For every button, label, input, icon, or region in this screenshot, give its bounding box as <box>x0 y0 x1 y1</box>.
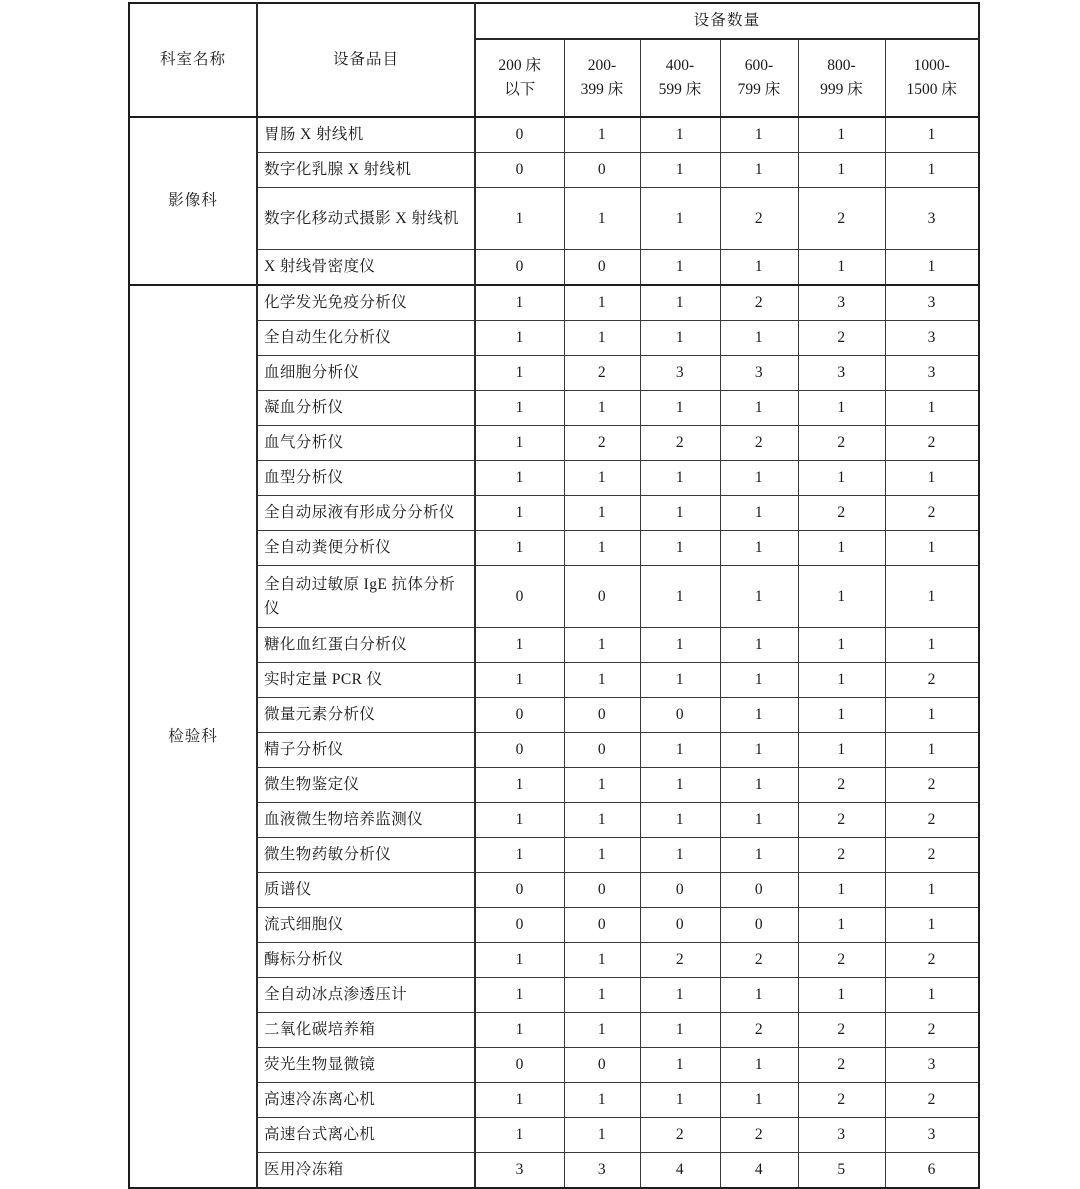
quantity-cell: 1 <box>475 628 564 663</box>
quantity-cell: 1 <box>475 978 564 1013</box>
quantity-cell: 1 <box>720 768 798 803</box>
quantity-cell: 3 <box>798 285 885 321</box>
quantity-cell: 2 <box>885 803 979 838</box>
header-bed-range-1 <box>564 39 640 117</box>
quantity-cell: 0 <box>475 1048 564 1083</box>
quantity-cell: 4 <box>720 1153 798 1189</box>
quantity-cell: 0 <box>640 908 720 943</box>
quantity-cell: 1 <box>720 566 798 628</box>
quantity-cell: 2 <box>798 1083 885 1118</box>
table-row <box>129 117 979 153</box>
equipment-item-cell: 全自动冰点渗透压计 <box>257 978 475 1013</box>
equipment-quantity-table <box>128 2 980 1189</box>
quantity-cell: 1 <box>564 1083 640 1118</box>
table-row <box>129 391 979 426</box>
header-bed-range-3-line1: 600- <box>744 57 774 74</box>
quantity-cell: 2 <box>720 1013 798 1048</box>
quantity-cell: 1 <box>475 1013 564 1048</box>
table-row <box>129 978 979 1013</box>
quantity-cell: 1 <box>564 188 640 250</box>
header-bed-range-0-line2: 以下 <box>504 81 536 99</box>
quantity-cell: 0 <box>475 908 564 943</box>
quantity-cell: 0 <box>475 250 564 286</box>
quantity-cell: 3 <box>798 356 885 391</box>
table-row <box>129 803 979 838</box>
quantity-cell: 1 <box>720 628 798 663</box>
table-row <box>129 733 979 768</box>
equipment-item-cell: 胃肠 X 射线机 <box>257 117 475 153</box>
quantity-cell: 1 <box>798 391 885 426</box>
table-row <box>129 461 979 496</box>
quantity-cell: 0 <box>564 873 640 908</box>
quantity-cell: 1 <box>885 698 979 733</box>
quantity-cell: 2 <box>564 356 640 391</box>
quantity-cell: 3 <box>640 356 720 391</box>
quantity-cell: 3 <box>564 1153 640 1189</box>
quantity-cell: 1 <box>564 663 640 698</box>
quantity-cell: 0 <box>475 566 564 628</box>
quantity-cell: 1 <box>885 461 979 496</box>
quantity-cell: 1 <box>720 461 798 496</box>
quantity-cell: 3 <box>720 356 798 391</box>
quantity-cell: 1 <box>885 873 979 908</box>
quantity-cell: 1 <box>798 117 885 153</box>
quantity-cell: 1 <box>475 663 564 698</box>
quantity-cell: 1 <box>564 285 640 321</box>
header-bed-range-2 <box>640 39 720 117</box>
quantity-cell: 6 <box>885 1153 979 1189</box>
quantity-cell: 0 <box>475 733 564 768</box>
quantity-cell: 1 <box>564 978 640 1013</box>
quantity-cell: 1 <box>640 566 720 628</box>
header-bed-range-5 <box>885 39 979 117</box>
table-row <box>129 873 979 908</box>
quantity-cell: 1 <box>475 426 564 461</box>
quantity-cell: 2 <box>885 943 979 978</box>
quantity-cell: 1 <box>798 663 885 698</box>
quantity-cell: 1 <box>475 943 564 978</box>
quantity-cell: 1 <box>798 908 885 943</box>
equipment-item-cell: 微生物药敏分析仪 <box>257 838 475 873</box>
quantity-cell: 2 <box>798 321 885 356</box>
quantity-cell: 1 <box>720 733 798 768</box>
quantity-cell: 1 <box>640 531 720 566</box>
quantity-cell: 2 <box>720 285 798 321</box>
quantity-cell: 1 <box>720 663 798 698</box>
header-bed-range-1-line2: 399 床 <box>580 81 624 99</box>
table-row <box>129 1048 979 1083</box>
header-equipment-item: 设备品目 <box>257 3 475 117</box>
quantity-cell: 1 <box>640 461 720 496</box>
equipment-item-cell: 酶标分析仪 <box>257 943 475 978</box>
table-row <box>129 496 979 531</box>
quantity-cell: 1 <box>475 391 564 426</box>
quantity-cell: 2 <box>798 188 885 250</box>
table-row <box>129 1153 979 1189</box>
equipment-item-cell: 化学发光免疫分析仪 <box>257 285 475 321</box>
equipment-item-cell: 糖化血红蛋白分析仪 <box>257 628 475 663</box>
quantity-cell: 1 <box>885 628 979 663</box>
quantity-cell: 1 <box>475 356 564 391</box>
quantity-cell: 2 <box>798 768 885 803</box>
quantity-cell: 1 <box>720 153 798 188</box>
quantity-cell: 0 <box>564 733 640 768</box>
quantity-cell: 5 <box>798 1153 885 1189</box>
quantity-cell: 2 <box>640 1118 720 1153</box>
quantity-cell: 1 <box>640 733 720 768</box>
header-bed-range-1-line1: 200- <box>587 57 617 74</box>
quantity-cell: 0 <box>564 566 640 628</box>
equipment-item-cell: 全自动过敏原 IgE 抗体分析仪 <box>257 566 475 628</box>
quantity-cell: 1 <box>798 628 885 663</box>
table-row <box>129 838 979 873</box>
quantity-cell: 1 <box>720 698 798 733</box>
equipment-item-cell: 血液微生物培养监测仪 <box>257 803 475 838</box>
quantity-cell: 1 <box>475 1083 564 1118</box>
department-name-cell: 影像科 <box>129 117 257 285</box>
quantity-cell: 1 <box>885 733 979 768</box>
quantity-cell: 3 <box>885 1048 979 1083</box>
table-row <box>129 321 979 356</box>
quantity-cell: 1 <box>475 838 564 873</box>
quantity-cell: 3 <box>475 1153 564 1189</box>
quantity-cell: 1 <box>885 908 979 943</box>
header-bed-range-4-line1: 800- <box>827 57 856 74</box>
quantity-cell: 1 <box>720 391 798 426</box>
quantity-cell: 1 <box>564 321 640 356</box>
equipment-item-cell: 数字化乳腺 X 射线机 <box>257 153 475 188</box>
quantity-cell: 2 <box>798 1048 885 1083</box>
quantity-cell: 1 <box>475 188 564 250</box>
quantity-cell: 3 <box>885 188 979 250</box>
quantity-cell: 1 <box>720 531 798 566</box>
quantity-cell: 3 <box>885 285 979 321</box>
equipment-item-cell: X 射线骨密度仪 <box>257 250 475 286</box>
quantity-cell: 1 <box>885 117 979 153</box>
quantity-cell: 2 <box>720 1118 798 1153</box>
table-row <box>129 1118 979 1153</box>
quantity-cell: 1 <box>885 531 979 566</box>
table-row <box>129 943 979 978</box>
quantity-cell: 1 <box>640 663 720 698</box>
quantity-cell: 0 <box>564 250 640 286</box>
quantity-cell: 1 <box>640 153 720 188</box>
equipment-item-cell: 质谱仪 <box>257 873 475 908</box>
quantity-cell: 1 <box>475 803 564 838</box>
equipment-item-cell: 全自动尿液有形成分分析仪 <box>257 496 475 531</box>
quantity-cell: 1 <box>564 461 640 496</box>
equipment-item-cell: 微生物鉴定仪 <box>257 768 475 803</box>
equipment-item-cell: 精子分析仪 <box>257 733 475 768</box>
quantity-cell: 1 <box>720 321 798 356</box>
quantity-cell: 1 <box>564 628 640 663</box>
header-bed-range-2-line1: 400- <box>665 57 695 74</box>
quantity-cell: 0 <box>564 153 640 188</box>
header-bed-range-3 <box>720 39 798 117</box>
quantity-cell: 0 <box>720 908 798 943</box>
header-bed-range-5-line2: 1500 床 <box>906 81 957 99</box>
quantity-cell: 1 <box>564 391 640 426</box>
quantity-cell: 2 <box>640 426 720 461</box>
equipment-item-cell: 血细胞分析仪 <box>257 356 475 391</box>
quantity-cell: 1 <box>640 117 720 153</box>
quantity-cell: 1 <box>564 531 640 566</box>
header-bed-range-0-line1: 200 床 <box>498 57 542 74</box>
header-equipment-quantity-group: 设备数量 <box>475 3 979 39</box>
table-header <box>129 3 979 117</box>
equipment-item-cell: 数字化移动式摄影 X 射线机 <box>257 188 475 250</box>
quantity-cell: 2 <box>885 838 979 873</box>
quantity-cell: 1 <box>640 838 720 873</box>
table-body <box>129 117 979 1188</box>
quantity-cell: 3 <box>798 1118 885 1153</box>
quantity-cell: 1 <box>798 873 885 908</box>
quantity-cell: 1 <box>564 117 640 153</box>
quantity-cell: 1 <box>720 496 798 531</box>
table-row <box>129 628 979 663</box>
equipment-item-cell: 血型分析仪 <box>257 461 475 496</box>
quantity-cell: 0 <box>640 873 720 908</box>
header-bed-range-2-line2: 599 床 <box>658 81 702 99</box>
table-row <box>129 153 979 188</box>
equipment-item-cell: 医用冷冻箱 <box>257 1153 475 1189</box>
quantity-cell: 1 <box>885 250 979 286</box>
department-name-cell: 检验科 <box>129 285 257 1188</box>
quantity-cell: 4 <box>640 1153 720 1189</box>
quantity-cell: 1 <box>640 188 720 250</box>
quantity-cell: 1 <box>640 250 720 286</box>
quantity-cell: 0 <box>640 698 720 733</box>
quantity-cell: 1 <box>798 531 885 566</box>
quantity-cell: 1 <box>798 250 885 286</box>
quantity-cell: 1 <box>640 978 720 1013</box>
table-row <box>129 566 979 628</box>
quantity-cell: 3 <box>885 356 979 391</box>
equipment-item-cell: 实时定量 PCR 仪 <box>257 663 475 698</box>
quantity-cell: 1 <box>640 803 720 838</box>
quantity-cell: 2 <box>885 1013 979 1048</box>
quantity-cell: 1 <box>720 803 798 838</box>
table-row <box>129 285 979 321</box>
quantity-cell: 2 <box>564 426 640 461</box>
quantity-cell: 1 <box>640 628 720 663</box>
quantity-cell: 1 <box>564 943 640 978</box>
quantity-cell: 0 <box>564 698 640 733</box>
table-row <box>129 188 979 250</box>
table-row <box>129 768 979 803</box>
quantity-cell: 2 <box>885 426 979 461</box>
quantity-cell: 1 <box>564 768 640 803</box>
header-bed-range-3-line2: 799 床 <box>737 81 781 99</box>
quantity-cell: 2 <box>885 663 979 698</box>
quantity-cell: 0 <box>475 873 564 908</box>
quantity-cell: 1 <box>798 566 885 628</box>
quantity-cell: 2 <box>885 1083 979 1118</box>
quantity-cell: 1 <box>640 285 720 321</box>
header-dept-name: 科室名称 <box>129 3 257 117</box>
quantity-cell: 1 <box>564 1013 640 1048</box>
quantity-cell: 0 <box>564 1048 640 1083</box>
equipment-item-cell: 高速冷冻离心机 <box>257 1083 475 1118</box>
quantity-cell: 1 <box>640 1083 720 1118</box>
table-row <box>129 1083 979 1118</box>
table-row <box>129 531 979 566</box>
table-row <box>129 1013 979 1048</box>
quantity-cell: 1 <box>885 566 979 628</box>
quantity-cell: 1 <box>640 496 720 531</box>
equipment-item-cell: 二氧化碳培养箱 <box>257 1013 475 1048</box>
equipment-item-cell: 高速台式离心机 <box>257 1118 475 1153</box>
quantity-cell: 1 <box>475 461 564 496</box>
equipment-item-cell: 血气分析仪 <box>257 426 475 461</box>
quantity-cell: 1 <box>885 391 979 426</box>
quantity-cell: 1 <box>720 1083 798 1118</box>
quantity-cell: 1 <box>475 285 564 321</box>
quantity-cell: 2 <box>798 943 885 978</box>
quantity-cell: 1 <box>720 978 798 1013</box>
quantity-cell: 1 <box>720 838 798 873</box>
quantity-cell: 1 <box>564 496 640 531</box>
quantity-cell: 1 <box>885 153 979 188</box>
quantity-cell: 1 <box>885 978 979 1013</box>
table-row <box>129 663 979 698</box>
quantity-cell: 1 <box>720 117 798 153</box>
table-row <box>129 908 979 943</box>
quantity-cell: 1 <box>475 531 564 566</box>
equipment-item-cell: 全自动粪便分析仪 <box>257 531 475 566</box>
quantity-cell: 1 <box>564 1118 640 1153</box>
quantity-cell: 1 <box>798 461 885 496</box>
quantity-cell: 2 <box>798 803 885 838</box>
equipment-item-cell: 全自动生化分析仪 <box>257 321 475 356</box>
quantity-cell: 1 <box>798 153 885 188</box>
header-bed-range-4-line2: 999 床 <box>820 81 863 99</box>
quantity-cell: 2 <box>798 1013 885 1048</box>
quantity-cell: 1 <box>640 1048 720 1083</box>
quantity-cell: 1 <box>798 733 885 768</box>
quantity-cell: 2 <box>885 496 979 531</box>
quantity-cell: 0 <box>475 153 564 188</box>
quantity-cell: 1 <box>640 768 720 803</box>
header-bed-range-4 <box>798 39 885 117</box>
quantity-cell: 3 <box>885 1118 979 1153</box>
quantity-cell: 1 <box>640 1013 720 1048</box>
quantity-cell: 2 <box>720 426 798 461</box>
equipment-item-cell: 微量元素分析仪 <box>257 698 475 733</box>
quantity-cell: 1 <box>720 1048 798 1083</box>
equipment-item-cell: 流式细胞仪 <box>257 908 475 943</box>
header-row-group <box>129 3 979 39</box>
quantity-cell: 1 <box>798 978 885 1013</box>
quantity-cell: 1 <box>475 1118 564 1153</box>
equipment-item-cell: 荧光生物显微镜 <box>257 1048 475 1083</box>
quantity-cell: 0 <box>475 117 564 153</box>
quantity-cell: 2 <box>720 188 798 250</box>
quantity-cell: 1 <box>640 391 720 426</box>
quantity-cell: 0 <box>720 873 798 908</box>
header-bed-range-5-line1: 1000- <box>913 57 950 74</box>
quantity-cell: 0 <box>564 908 640 943</box>
table-row <box>129 356 979 391</box>
equipment-item-cell: 凝血分析仪 <box>257 391 475 426</box>
quantity-cell: 1 <box>475 321 564 356</box>
equipment-table-container <box>128 2 978 1189</box>
quantity-cell: 2 <box>885 768 979 803</box>
table-row <box>129 698 979 733</box>
quantity-cell: 2 <box>798 426 885 461</box>
quantity-cell: 1 <box>798 698 885 733</box>
quantity-cell: 1 <box>475 496 564 531</box>
quantity-cell: 2 <box>798 496 885 531</box>
quantity-cell: 2 <box>720 943 798 978</box>
quantity-cell: 1 <box>564 838 640 873</box>
quantity-cell: 1 <box>475 768 564 803</box>
table-row <box>129 250 979 286</box>
quantity-cell: 2 <box>798 838 885 873</box>
quantity-cell: 1 <box>720 250 798 286</box>
quantity-cell: 3 <box>885 321 979 356</box>
quantity-cell: 1 <box>640 321 720 356</box>
quantity-cell: 2 <box>640 943 720 978</box>
quantity-cell: 0 <box>475 698 564 733</box>
table-row <box>129 426 979 461</box>
quantity-cell: 1 <box>564 803 640 838</box>
header-bed-range-0 <box>475 39 564 117</box>
